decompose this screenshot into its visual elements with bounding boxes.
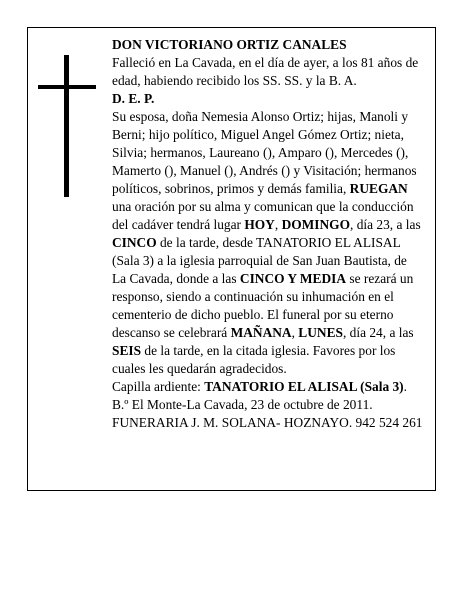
ruegan-word: RUEGAN xyxy=(349,181,408,196)
day-time-text: , día 23, a las xyxy=(350,217,421,232)
death-announcement: Falleció en La Cavada, en el día de ayer, a los 81 años de edad, habiendo recibido los SS. SS. y la B. A. xyxy=(112,55,419,88)
seis-word: SEIS xyxy=(112,343,142,358)
hoy-word: HOY xyxy=(244,217,275,232)
prayer-text: una oración por su alma y comunican que la conducción del cadáver tendrá lugar xyxy=(112,199,414,232)
place-date: B.º El Monte-La Cavada, 23 de octubre de 2011. xyxy=(112,397,373,412)
domingo-word: DOMINGO xyxy=(281,217,350,232)
lunes-word: LUNES xyxy=(298,325,343,340)
funeral-home: FUNERARIA J. M. SOLANA- HOZNAYO. 942 524 261 xyxy=(112,415,423,430)
church-thanks-text: de la tarde, en la citada iglesia. Favores por los cuales les quedarán agradecidos. xyxy=(112,343,396,376)
capilla-value: TANATORIO EL ALISAL (Sala 3) xyxy=(204,379,404,394)
obituary-text xyxy=(112,36,424,432)
tanatorio-route-text: de la tarde, desde TANATORIO EL ALISAL (Sala 3) a la iglesia parroquial de San Juan Bautista, de La Cavada, donde a las xyxy=(112,235,407,286)
family-paragraph xyxy=(112,108,424,378)
rest-in-peace: D. E. P. xyxy=(112,91,155,106)
cross-horizontal-bar xyxy=(38,85,96,89)
cinco-word: CINCO xyxy=(112,235,157,250)
cinco-y-media-word: CINCO Y MEDIA xyxy=(239,271,347,286)
responso-text: se rezará un responso, siendo a continuación su inhumación en el cementerio de dicho pueblo. El funeral por su eterno descanso se celebrará xyxy=(112,271,414,340)
family-list: Su esposa, doña Nemesia Alonso Ortiz; hijas, Manoli y Berni; hijo político, Miguel Angel Gómez Ortiz; nieta, Silvia; hermanos, Laureano (), Amparo (), Mercedes (), Mamerto (), Manuel (), Andrés () y Visitación; hermanos políticos, sobrinos, primos y demás familia, xyxy=(112,109,417,196)
manana-word: MAÑANA xyxy=(230,325,292,340)
capilla-ardiente xyxy=(112,378,424,396)
comma-separator: , xyxy=(274,217,282,232)
capilla-label: Capilla ardiente: xyxy=(112,379,205,394)
comma-separator: , xyxy=(291,325,299,340)
capilla-period: . xyxy=(403,379,408,394)
cross-vertical-bar xyxy=(64,55,69,197)
deceased-name: DON VICTORIANO ORTIZ CANALES xyxy=(112,37,347,52)
day-time-text: , día 24, a las xyxy=(342,325,414,340)
